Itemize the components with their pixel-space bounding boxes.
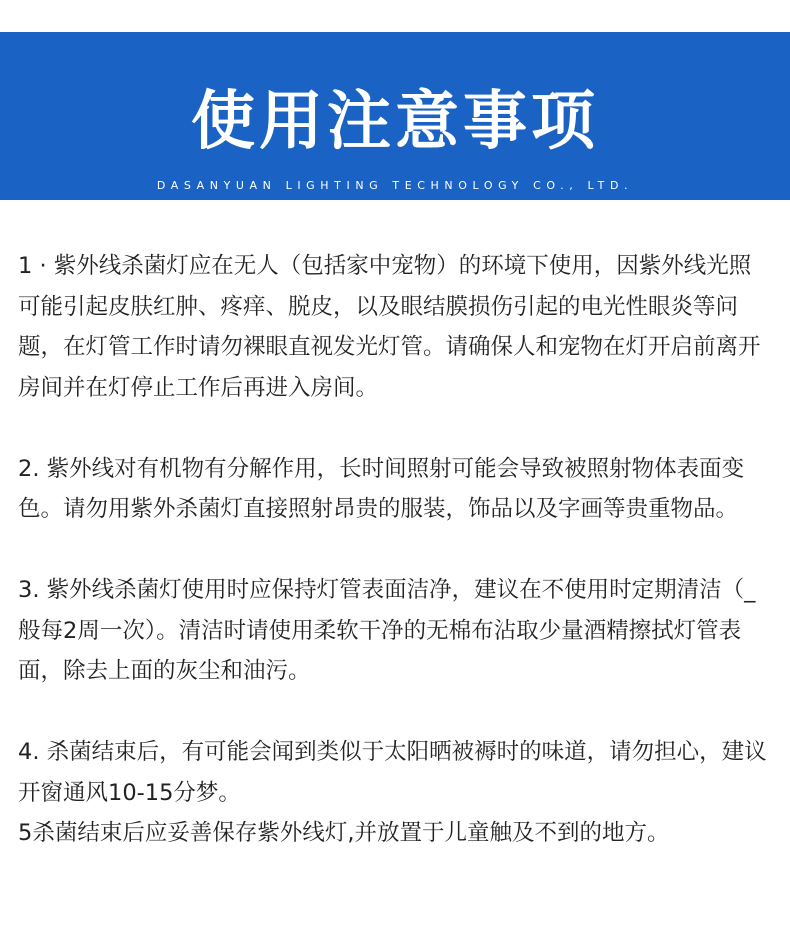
- notes-content: [18, 246, 770, 854]
- page-title: 使用注意事项: [191, 85, 599, 159]
- note-2: 2. 紫外线对有机物有分解作用，长时间照射可能会导致被照射物体表面变色。请勿用紫外杀菌灯直接照射昂贵的服装，饰品以及字画等贵重物品。: [18, 455, 745, 522]
- note-3: 3. 紫外线杀菌灯使用时应保持灯管表面洁净，建议在不使用时定期清洁（_般每2周一次）。清洁时请使用柔软干净的无棉布沾取少量酒精擦拭灯管表面，除去上面的灰尘和油污。: [18, 577, 756, 684]
- note-5: 5杀菌结束后应妥善保存紫外线灯,并放置于儿童触及不到的地方。: [18, 820, 670, 846]
- header-banner: [0, 32, 790, 200]
- note-1: 1 · 紫外线杀菌灯应在无人（包括家中宠物）的环境下使用，因紫外线光照可能引起皮肤红肿、疼痒、脱皮，以及眼结膜损伤引起的电光性眼炎等问题，在灯管工作时请勿裸眼直视发光灯管。请确保人和宠物在灯开启前离开房间并在灯停止工作后再进入房间。: [18, 253, 761, 401]
- note-4: 4. 杀菌结束后，有可能会闻到类似于太阳晒被褥时的味道，请勿担心，建议开窗通风10-15分梦。: [18, 739, 767, 806]
- company-subtitle: DASANYUAN LIGHTING TECHNOLOGY CO., LTD.: [156, 179, 634, 192]
